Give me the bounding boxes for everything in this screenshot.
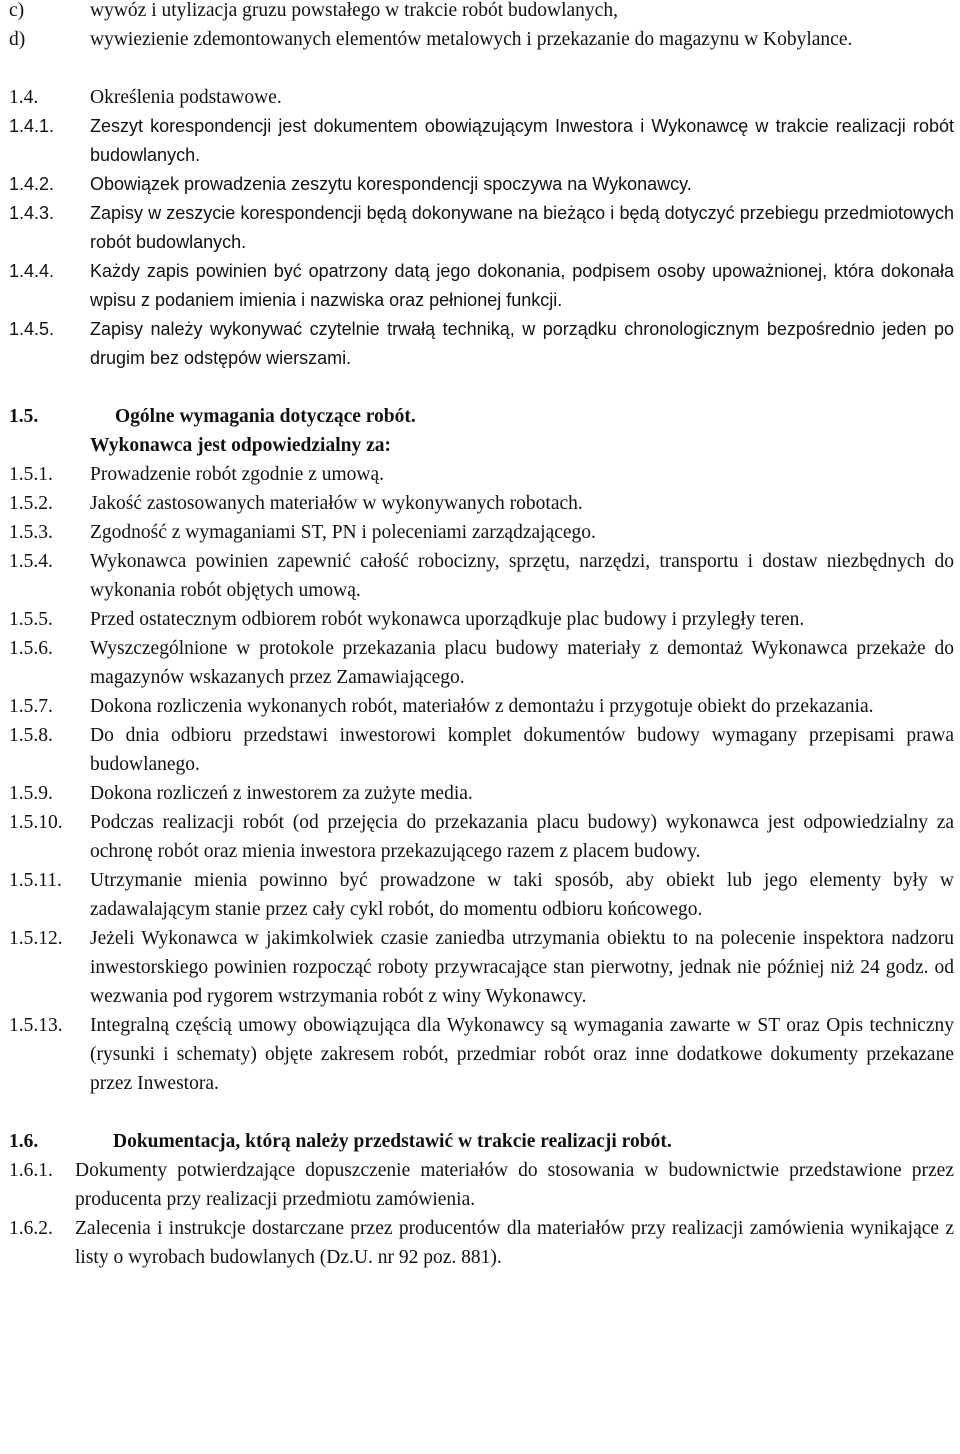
- list-item-number: 1.5.10.: [9, 812, 63, 833]
- list-item: [9, 692, 954, 721]
- section-heading: [9, 83, 954, 112]
- section-heading: [9, 402, 954, 431]
- list-item-text: Utrzymanie mienia powinno być prowadzone w taki sposób, aby obiekt lub jego elementy były w zadawalającym stanie przez cały cykl robót, do momentu odbioru końcowego.: [90, 870, 954, 920]
- list-item-text: Dokumenty potwierdzające dopuszczenie materiałów do stosowania w budownictwie przedstawione przez producenta przy realizacji przedmiotu zamówienia.: [75, 1160, 954, 1210]
- list-item-text: wywóz i utylizacja gruzu powstałego w trakcie robót budowlanych,: [90, 0, 618, 21]
- list-item-text: Obowiązek prowadzenia zeszytu korespondencji spoczywa na Wykonawcy.: [90, 174, 692, 194]
- list-item: [9, 460, 954, 489]
- list-item: [9, 170, 954, 199]
- list-item-text: Każdy zapis powinien być opatrzony datą jego dokonania, podpisem osoby upoważnionej, która dokonała wpisu z podaniem imienia i nazwiska oraz pełnionej funkcji.: [90, 261, 954, 310]
- list-item-number: 1.4.1.: [9, 116, 55, 136]
- list-item-text: wywiezienie zdemontowanych elementów metalowych i przekazanie do magazynu w Kobylance.: [90, 29, 853, 50]
- list-item-number: d): [9, 29, 26, 50]
- list-item: [9, 924, 954, 1011]
- list-item: [9, 112, 954, 170]
- section-number: 1.4.: [9, 87, 39, 108]
- section-number: 1.5.: [9, 406, 39, 427]
- list-item-number: 1.4.5.: [9, 319, 55, 339]
- list-item: [9, 25, 954, 54]
- list-item: [9, 779, 954, 808]
- list-item: [9, 518, 954, 547]
- list-item-text: Dokona rozliczeń z inwestorem za zużyte media.: [90, 783, 473, 804]
- list-item: [9, 0, 954, 25]
- section-title: Ogólne wymagania dotyczące robót.: [115, 406, 416, 427]
- list-item-text: Zgodność z wymaganiami ST, PN i poleceniami zarządzającego.: [90, 522, 596, 543]
- list-item-number: 1.5.13.: [9, 1015, 63, 1036]
- list-item: [9, 605, 954, 634]
- list-item: [9, 634, 954, 692]
- section-title: Określenia podstawowe.: [90, 87, 282, 108]
- list-item: [9, 489, 954, 518]
- list-item: [9, 257, 954, 315]
- list-item-text: Podczas realizacji robót (od przejęcia do przekazania placu budowy) wykonawca jest odpowiedzialny za ochronę robót oraz mienia inwestora przekazującego razem z placem budowy.: [90, 812, 954, 862]
- list-item-number: 1.5.4.: [9, 551, 53, 572]
- list-item-text: Przed ostatecznym odbiorem robót wykonawca uporządkuje plac budowy i przyległy teren.: [90, 609, 805, 630]
- list-item: [9, 199, 954, 257]
- list-item-text: Wykonawca powinien zapewnić całość robocizny, sprzętu, narzędzi, transportu i dostaw niezbędnych do wykonania robót objętych umową.: [90, 551, 954, 601]
- list-item-number: 1.5.5.: [9, 609, 53, 630]
- section-heading: [9, 1127, 954, 1156]
- list-item-text: Zeszyt korespondencji jest dokumentem obowiązującym Inwestora i Wykonawcę w trakcie realizacji robót budowlanych.: [90, 116, 954, 165]
- list-item: [9, 1011, 954, 1098]
- list-item-text: Dokona rozliczenia wykonanych robót, materiałów z demontażu i przygotuje obiekt do przekazania.: [90, 696, 874, 717]
- list-item: [9, 808, 954, 866]
- list-item-text: Wyszczególnione w protokole przekazania placu budowy materiały z demontaż Wykonawca przekaże do magazynów wskazanych przez Zamawiającego.: [90, 638, 954, 688]
- list-item-number: 1.6.1.: [9, 1160, 53, 1181]
- list-item-text: Zapisy należy wykonywać czytelnie trwałą techniką, w porządku chronologicznym bezpośrednio jeden po drugim bez odstępów wierszami.: [90, 319, 954, 368]
- list-item-number: 1.5.8.: [9, 725, 53, 746]
- document-page: [9, 0, 954, 1272]
- list-item-number: 1.5.6.: [9, 638, 53, 659]
- list-item-text: Prowadzenie robót zgodnie z umową.: [90, 464, 385, 485]
- list-item-text: Jakość zastosowanych materiałów w wykonywanych robotach.: [90, 493, 583, 514]
- list-item: [9, 315, 954, 373]
- list-item-number: 1.5.7.: [9, 696, 53, 717]
- list-item: [9, 721, 954, 779]
- list-item-text: Do dnia odbioru przedstawi inwestorowi komplet dokumentów budowy wymagany przepisami prawa budowlanego.: [90, 725, 954, 775]
- list-item-number: 1.4.3.: [9, 203, 55, 223]
- list-item: [9, 547, 954, 605]
- list-item-number: 1.5.3.: [9, 522, 53, 543]
- list-item-number: 1.4.2.: [9, 174, 55, 194]
- list-item: [9, 1214, 954, 1272]
- list-item: [9, 866, 954, 924]
- list-item-text: Zapisy w zeszycie korespondencji będą dokonywane na bieżąco i będą dotyczyć przebiegu przedmiotowych robót budowlanych.: [90, 203, 954, 252]
- section-title: Dokumentacja, którą należy przedstawić w trakcie realizacji robót.: [113, 1131, 672, 1152]
- list-item: [9, 1156, 954, 1214]
- list-item-text: Jeżeli Wykonawca w jakimkolwiek czasie zaniedba utrzymania obiektu to na polecenie inspektora nadzoru inwestorskiego powinien rozpocząć roboty przywracające stan pierwotny, jednak nie później niż 24 godz. od wezwania pod rygorem wstrzymania robót z winy Wykonawcy.: [90, 928, 954, 1007]
- list-item-number: 1.5.11.: [9, 870, 62, 891]
- section-subtitle: Wykonawca jest odpowiedzialny za:: [90, 435, 391, 456]
- list-item-number: 1.5.1.: [9, 464, 53, 485]
- list-item-number: 1.6.2.: [9, 1218, 53, 1239]
- list-item-number: 1.5.9.: [9, 783, 53, 804]
- list-item-number: 1.5.12.: [9, 928, 63, 949]
- list-item-number: 1.4.4.: [9, 261, 55, 281]
- section-number: 1.6.: [9, 1131, 39, 1152]
- list-item-text: Zalecenia i instrukcje dostarczane przez producentów dla materiałów przy realizacji zamówienia wynikające z listy o wyrobach budowlanych (Dz.U. nr 92 poz. 881).: [75, 1218, 954, 1268]
- list-item-text: Integralną częścią umowy obowiązująca dla Wykonawcy są wymagania zawarte w ST oraz Opis techniczny (rysunki i schematy) objęte zakresem robót, przedmiar robót oraz inne dodatkowe dokumenty przekazane przez Inwestora.: [90, 1015, 954, 1094]
- list-item-number: c): [9, 0, 25, 21]
- list-item-number: 1.5.2.: [9, 493, 53, 514]
